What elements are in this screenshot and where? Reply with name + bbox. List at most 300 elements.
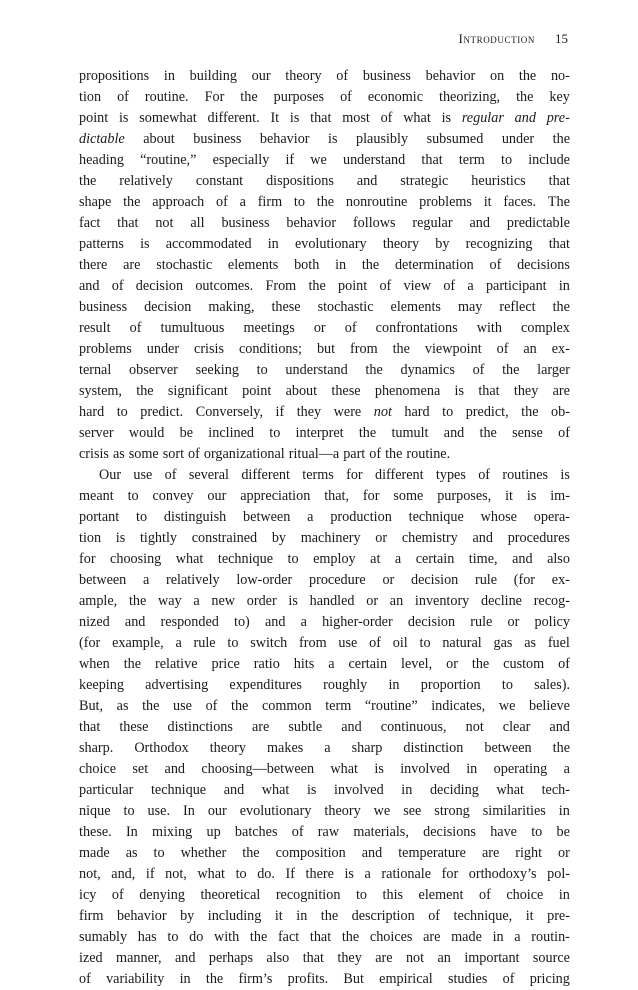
word-text: the — [123, 656, 142, 672]
word-text: is — [526, 488, 537, 504]
word — [119, 171, 173, 192]
word-text: seeking — [195, 362, 239, 378]
word-text: decisions — [423, 824, 476, 840]
word-text: purposes, — [437, 488, 492, 504]
word-text: is — [288, 593, 298, 609]
word — [152, 192, 204, 213]
word-text: shape — [79, 194, 112, 210]
word — [190, 213, 204, 234]
word — [508, 612, 520, 633]
word — [328, 129, 337, 150]
word — [442, 402, 453, 423]
word — [549, 717, 570, 738]
text-line — [79, 780, 570, 801]
word-text: interpret — [295, 425, 344, 441]
word — [79, 948, 103, 969]
word-text: to — [153, 845, 165, 861]
word — [194, 339, 224, 360]
word — [142, 696, 159, 717]
word — [321, 906, 338, 927]
text-line — [79, 234, 570, 255]
word-text: for — [346, 467, 363, 483]
word-text: not — [405, 950, 425, 966]
text-line — [79, 465, 570, 486]
word — [542, 780, 570, 801]
word-text: if — [275, 404, 285, 420]
word — [79, 87, 101, 108]
word-text: most — [342, 110, 370, 126]
word-text: in — [401, 782, 413, 798]
word-text: or — [382, 572, 395, 588]
word — [343, 444, 365, 465]
word — [481, 591, 522, 612]
word — [161, 612, 219, 633]
word — [342, 108, 370, 129]
word-text: is — [115, 530, 126, 546]
word-text: an — [523, 341, 537, 357]
word — [400, 360, 454, 381]
word-text: a — [175, 635, 182, 651]
word-text: regular — [412, 215, 453, 231]
word-text: not — [155, 215, 174, 231]
word — [343, 150, 405, 171]
word-text: relatively — [166, 572, 220, 588]
word-text: to — [136, 509, 148, 525]
word — [362, 843, 383, 864]
word — [154, 843, 165, 864]
word-text: natural — [442, 635, 482, 651]
word — [156, 255, 212, 276]
word-text: making, — [208, 299, 255, 315]
word — [129, 444, 159, 465]
text-line — [79, 885, 570, 906]
word-text: and — [472, 530, 493, 546]
word-text: choosing — [110, 551, 162, 567]
word — [79, 780, 133, 801]
word — [437, 486, 491, 507]
text-line — [79, 675, 570, 696]
word-text: “routine” — [364, 698, 418, 714]
word — [427, 129, 484, 150]
word-text: of — [558, 425, 570, 441]
word-text: it — [483, 194, 492, 210]
word-text: under — [501, 131, 535, 147]
word-text: constrained — [191, 530, 258, 546]
word-text: orthodoxy’s — [468, 866, 537, 882]
word — [285, 66, 321, 87]
word-text: of — [117, 89, 129, 105]
word — [188, 444, 200, 465]
word-text: (for — [79, 635, 101, 651]
word-text: we — [310, 152, 327, 168]
word-text: these — [331, 383, 361, 399]
word — [499, 297, 535, 318]
word-text: of — [111, 278, 124, 294]
word — [147, 339, 179, 360]
word — [117, 906, 167, 927]
word-text: a — [514, 929, 521, 945]
word-text: the — [231, 698, 249, 714]
word-text: as — [112, 446, 125, 462]
word — [269, 423, 280, 444]
word — [79, 276, 100, 297]
word-text: Conversely, — [195, 404, 263, 420]
word-text: about — [285, 383, 318, 399]
word-text: sort — [162, 446, 185, 462]
italic-emphasis: regular — [461, 110, 504, 126]
word — [79, 570, 126, 591]
word-text: somewhat — [139, 110, 197, 126]
word-text: part — [343, 446, 366, 462]
word-text: are — [375, 950, 393, 966]
word — [307, 507, 313, 528]
word — [276, 885, 341, 906]
italic-emphasis: not — [373, 404, 392, 420]
word-text: of — [205, 698, 218, 714]
word — [241, 465, 290, 486]
word — [502, 465, 548, 486]
word — [296, 423, 344, 444]
word — [151, 780, 206, 801]
word — [117, 87, 129, 108]
word — [391, 297, 441, 318]
word — [136, 381, 153, 402]
word-text: gas — [493, 635, 513, 651]
text-line — [79, 654, 570, 675]
word-text: “routine,” — [140, 152, 197, 168]
word-text: as — [524, 635, 537, 651]
word-text: the — [242, 845, 260, 861]
word-text: the — [358, 425, 377, 441]
word-text: roughly — [323, 677, 368, 693]
word-text: types — [435, 467, 466, 483]
word — [79, 297, 127, 318]
word — [559, 885, 570, 906]
word — [265, 612, 286, 633]
word-text: in — [267, 236, 279, 252]
word-text: are — [423, 929, 441, 945]
word — [180, 423, 193, 444]
word — [79, 360, 111, 381]
word — [183, 801, 195, 822]
word-text: variability — [106, 971, 165, 987]
text-line — [79, 801, 570, 822]
word-text: about — [143, 131, 175, 147]
word — [531, 822, 542, 843]
word-text: indicates, — [431, 698, 486, 714]
word-text: procedure — [309, 572, 366, 588]
word-text: of — [336, 68, 349, 84]
text-line — [79, 843, 570, 864]
word-text: of — [291, 824, 304, 840]
word — [494, 759, 548, 780]
word-text: distinguish — [163, 509, 227, 525]
word — [381, 864, 431, 885]
word-text: building — [189, 68, 237, 84]
word — [401, 780, 412, 801]
word — [472, 528, 493, 549]
word — [490, 255, 502, 276]
word — [79, 150, 124, 171]
word-text: Orthodox — [134, 740, 189, 756]
word — [155, 213, 173, 234]
word — [529, 696, 570, 717]
word — [163, 444, 184, 465]
word — [412, 213, 452, 234]
word — [266, 171, 334, 192]
word — [285, 360, 347, 381]
word — [502, 675, 513, 696]
italic-emphasis: dictable — [79, 131, 125, 147]
word — [290, 108, 299, 129]
word-text: clear — [502, 719, 531, 735]
word — [128, 486, 139, 507]
word — [370, 549, 380, 570]
word — [227, 633, 238, 654]
word-text: strong — [434, 803, 470, 819]
word — [262, 696, 312, 717]
word-text: tion — [79, 89, 102, 105]
word — [79, 843, 110, 864]
word-text: what — [403, 110, 431, 126]
word-text: term — [325, 698, 352, 714]
word — [168, 717, 233, 738]
word — [228, 255, 278, 276]
word-text: decision — [135, 278, 184, 294]
word-text: not — [465, 719, 484, 735]
word — [381, 108, 393, 129]
word-text: or — [366, 593, 379, 609]
word-text: of — [369, 446, 382, 462]
word-text: But, — [79, 698, 104, 714]
word-text: as — [116, 698, 129, 714]
word — [330, 507, 391, 528]
word — [119, 108, 128, 129]
word-text: is — [454, 383, 465, 399]
word — [165, 465, 177, 486]
word — [148, 801, 170, 822]
word-text: between — [484, 740, 532, 756]
word-text: business — [221, 215, 270, 231]
word-text: of — [496, 341, 509, 357]
word-text: higher-order — [322, 614, 393, 630]
word-text: a — [300, 614, 307, 630]
word-text: the — [341, 929, 360, 945]
word-text: faces. — [503, 194, 537, 210]
word — [466, 234, 533, 255]
text-line — [79, 696, 570, 717]
word — [451, 927, 482, 948]
word-text: pre- — [547, 908, 570, 924]
word — [521, 318, 570, 339]
text-line — [79, 486, 570, 507]
word-text: to — [256, 362, 268, 378]
word-text: in — [558, 803, 570, 819]
word — [262, 780, 290, 801]
word-text: key — [549, 89, 570, 105]
word-text: profits. — [287, 971, 329, 987]
word — [117, 696, 129, 717]
text-line — [79, 549, 570, 570]
word-text: that — [79, 719, 101, 735]
word — [431, 696, 485, 717]
word — [375, 381, 440, 402]
word-text: distinction — [403, 740, 464, 756]
word — [247, 591, 277, 612]
word — [549, 87, 570, 108]
word-text: phenomena — [374, 383, 441, 399]
word-text: certain — [415, 551, 455, 567]
word — [365, 864, 371, 885]
word-text: is — [560, 467, 570, 483]
word — [490, 822, 517, 843]
word-text: portant — [79, 509, 120, 525]
word — [274, 87, 324, 108]
text-line — [79, 948, 570, 969]
word — [428, 906, 440, 927]
word-text: a — [467, 278, 474, 294]
word — [362, 255, 379, 276]
word — [534, 591, 570, 612]
word — [136, 276, 183, 297]
word-text: involved — [334, 782, 384, 798]
word — [564, 759, 570, 780]
word — [443, 276, 455, 297]
word-text: a — [328, 656, 335, 672]
word — [483, 801, 546, 822]
word-text: what — [261, 782, 290, 798]
word-text: an — [389, 593, 404, 609]
word — [112, 633, 164, 654]
word-text: and — [361, 845, 383, 861]
word-text: that — [548, 236, 570, 252]
word-text: to — [531, 824, 543, 840]
word — [195, 276, 253, 297]
word — [119, 717, 148, 738]
word — [494, 633, 513, 654]
word-text: some — [393, 488, 424, 504]
word — [458, 297, 482, 318]
word-text: not, — [79, 866, 101, 882]
word — [79, 717, 100, 738]
word — [166, 570, 220, 591]
word — [551, 402, 570, 423]
word — [374, 801, 391, 822]
word — [236, 570, 292, 591]
word-text: a — [324, 740, 331, 756]
word-text: nized — [79, 614, 110, 630]
word — [514, 381, 538, 402]
word-text: use. — [147, 803, 171, 819]
word — [164, 66, 175, 87]
word — [124, 801, 135, 822]
word-text: several — [188, 467, 229, 483]
word-text: example, — [112, 635, 164, 651]
word-text: the — [128, 593, 147, 609]
word-text: time, — [468, 551, 498, 567]
word — [110, 549, 161, 570]
word-text: technique — [150, 782, 207, 798]
word-text: theory — [324, 803, 361, 819]
word — [501, 150, 512, 171]
word-text: what — [330, 761, 359, 777]
word-text: fuel — [547, 635, 570, 651]
word — [189, 927, 203, 948]
word — [374, 402, 392, 423]
word-text: right — [515, 845, 543, 861]
word-text: ized — [79, 950, 103, 966]
word-text: our — [207, 488, 227, 504]
word-text: sumably — [79, 929, 128, 945]
word-text: evolutionary — [239, 803, 312, 819]
word-text: a — [394, 551, 402, 567]
word-text: procedures — [507, 530, 570, 546]
word — [369, 633, 381, 654]
word — [153, 486, 194, 507]
word — [385, 444, 402, 465]
word-text: the — [142, 698, 160, 714]
word — [306, 864, 334, 885]
word-text: to) — [234, 614, 250, 630]
word — [388, 675, 399, 696]
word-text: the — [240, 89, 258, 105]
word — [180, 969, 191, 990]
word — [143, 129, 175, 150]
word-text: theory — [209, 740, 246, 756]
word-text: both — [294, 257, 320, 273]
word-text: The — [547, 194, 570, 210]
word-text: this — [382, 887, 404, 903]
word-text: opera- — [533, 509, 570, 525]
word — [550, 486, 570, 507]
word — [242, 843, 259, 864]
word-text: some — [128, 446, 159, 462]
word-text: from — [299, 635, 327, 651]
word-text: also — [266, 950, 290, 966]
word-text: at — [370, 551, 381, 567]
word — [470, 612, 492, 633]
word — [334, 780, 384, 801]
word — [331, 381, 360, 402]
word-text: of — [478, 887, 491, 903]
word-text: or — [313, 320, 326, 336]
word — [348, 654, 387, 675]
text-line — [79, 360, 570, 381]
word-text: element — [418, 887, 464, 903]
word — [79, 549, 96, 570]
word-text: routines — [502, 467, 549, 483]
word-text: routine. — [144, 89, 189, 105]
word — [421, 150, 442, 171]
word-text: is — [344, 866, 354, 882]
word — [340, 87, 352, 108]
word-text: advertising — [145, 677, 209, 693]
word — [478, 381, 499, 402]
word-text: system, — [79, 383, 122, 399]
word — [547, 906, 570, 927]
word-text: the — [123, 194, 141, 210]
word — [352, 738, 383, 759]
text-line — [79, 927, 570, 948]
word-text: relatively — [119, 173, 173, 189]
word — [216, 192, 228, 213]
word — [442, 633, 481, 654]
word — [112, 885, 124, 906]
word — [390, 591, 403, 612]
word-text: tech- — [541, 782, 570, 798]
word-text: custom — [503, 656, 545, 672]
word — [194, 633, 216, 654]
